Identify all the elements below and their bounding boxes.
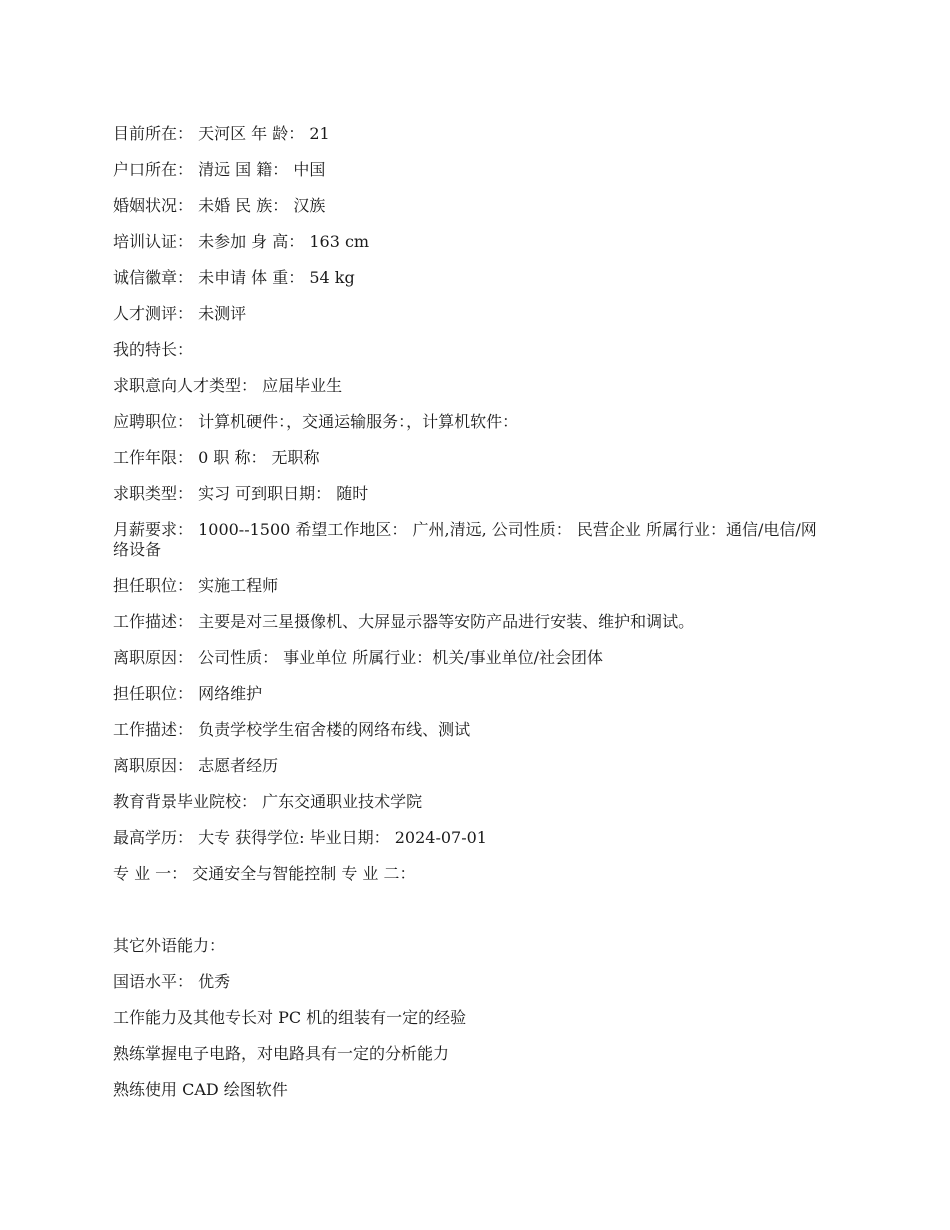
specialty-line: 我的特长：	[113, 340, 194, 359]
salary-requirement-line: 月薪要求： 1000--1500 希望工作地区： 广州,清远, 公司性质： 民营企业 所属行业：通信/电信/网络设备	[113, 520, 817, 559]
mandarin-level-line: 国语水平： 优秀	[113, 972, 231, 991]
other-language-line: 其它外语能力：	[113, 936, 226, 955]
position-held-line-2: 担任职位： 网络维护	[113, 684, 263, 703]
hukou-location-line: 户口所在： 清远 国 籍： 中国	[113, 160, 326, 179]
job-intent-type-line: 求职意向人才类型： 应届毕业生	[113, 376, 343, 395]
ability-line-3: 熟练使用 CAD 绘图软件	[113, 1080, 288, 1099]
job-description-line-1: 工作描述： 主要是对三星摄像机、大屏显示器等安防产品进行安装、维护和调试。	[113, 612, 695, 631]
credit-badge-line: 诚信徽章： 未申请 体 重： 54 kg	[113, 268, 355, 287]
training-cert-line: 培训认证： 未参加 身 高： 163 cm	[113, 232, 370, 251]
marital-status-line: 婚姻状况： 未婚 民 族： 汉族	[113, 196, 326, 215]
major-line: 专 业 一： 交通安全与智能控制 专 业 二：	[113, 864, 416, 883]
talent-assessment-line: 人才测评： 未测评	[113, 304, 247, 323]
position-held-line-1: 担任职位： 实施工程师	[113, 576, 279, 595]
job-type-line: 求职类型： 实习 可到职日期： 随时	[113, 484, 369, 503]
applied-position-line: 应聘职位： 计算机硬件：，交通运输服务：，计算机软件：	[113, 412, 519, 431]
work-years-line: 工作年限： 0 职 称： 无职称	[113, 448, 320, 467]
resume-document	[113, 124, 825, 1116]
current-location-line: 目前所在： 天河区 年 龄： 21	[113, 124, 330, 143]
leave-reason-line-1: 离职原因： 公司性质： 事业单位 所属行业：机关/事业单位/社会团体	[113, 648, 604, 667]
ability-line-1: 工作能力及其他专长对 PC 机的组装有一定的经验	[113, 1008, 467, 1027]
leave-reason-line-2: 离职原因： 志愿者经历	[113, 756, 279, 775]
highest-degree-line: 最高学历： 大专 获得学位: 毕业日期： 2024-07-01	[113, 828, 487, 847]
education-school-line: 教育背景毕业院校： 广东交通职业技术学院	[113, 792, 423, 811]
job-description-line-2: 工作描述： 负责学校学生宿舍楼的网络布线、测试	[113, 720, 471, 739]
ability-line-2: 熟练掌握电子电路，对电路具有一定的分析能力	[113, 1044, 450, 1063]
